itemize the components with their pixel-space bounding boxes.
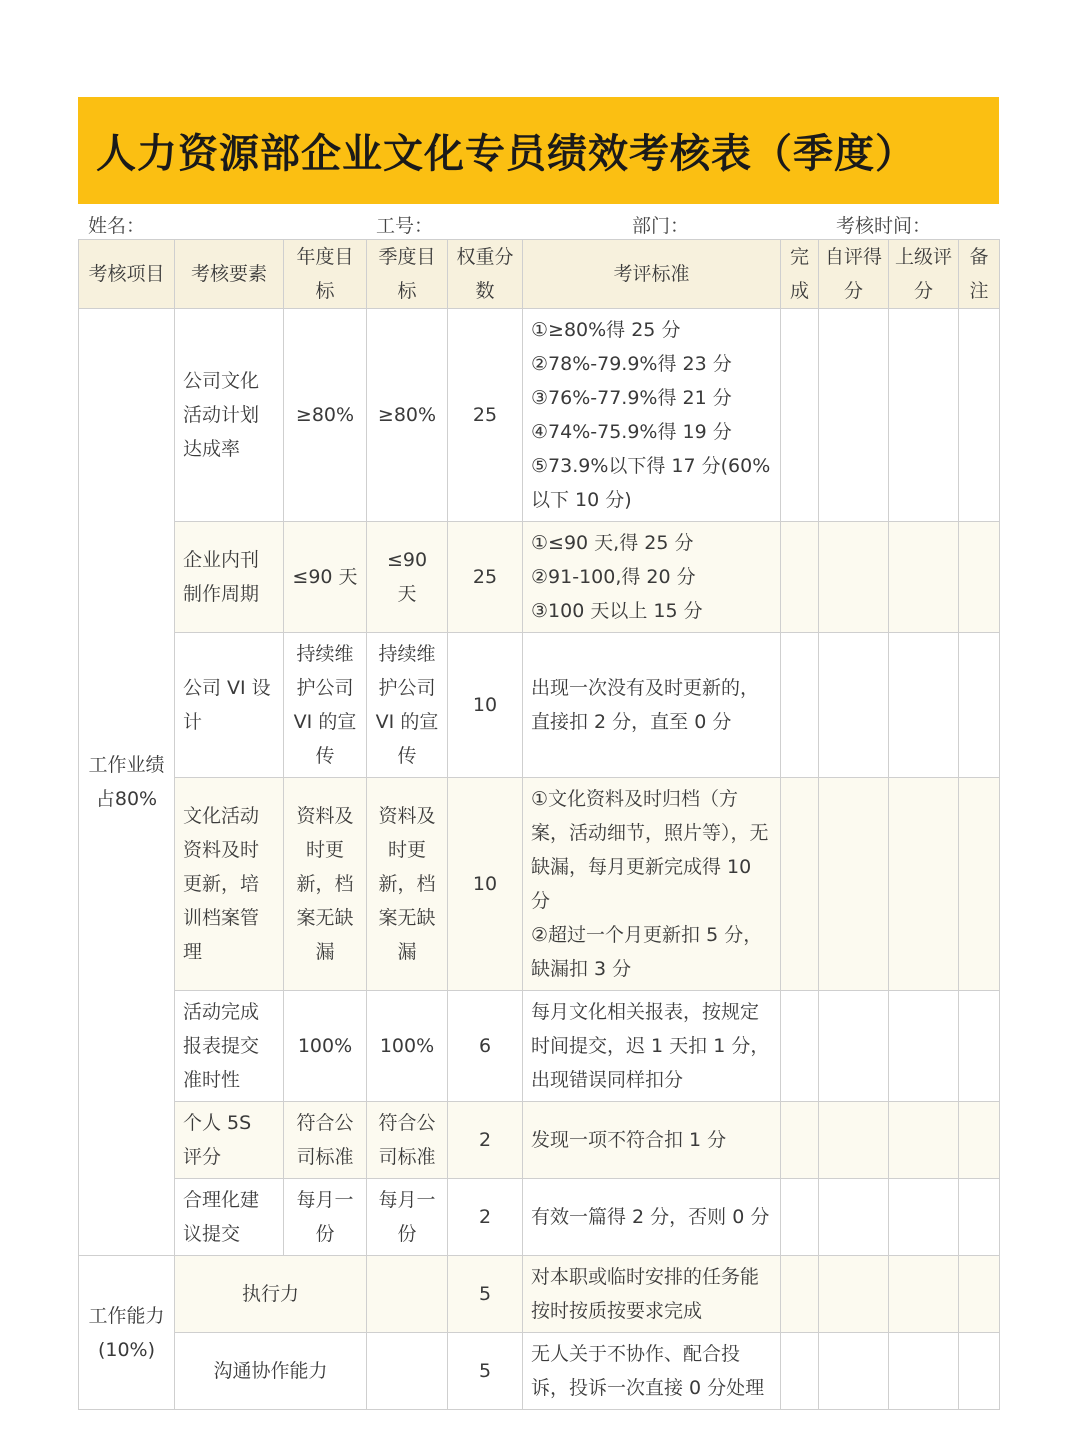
row-annual: ≤90 天 [284, 522, 367, 633]
superior-score-cell[interactable] [889, 1256, 959, 1333]
row-weight: 25 [448, 309, 523, 522]
row-weight: 25 [448, 522, 523, 633]
row-element: 活动完成报表提交准时性 [175, 991, 284, 1102]
row-annual: 每月一份 [284, 1179, 367, 1256]
evaluation-table [78, 239, 1000, 1410]
done-cell[interactable] [781, 522, 819, 633]
self-score-cell[interactable] [819, 633, 889, 778]
table-row [79, 1256, 1000, 1333]
row-annual: ≥80% [284, 309, 367, 522]
row-annual: 100% [284, 991, 367, 1102]
table-row [79, 991, 1000, 1102]
note-cell[interactable] [959, 1256, 1000, 1333]
table-row [79, 633, 1000, 778]
evaluation-form [78, 97, 999, 1410]
self-score-cell[interactable] [819, 778, 889, 991]
criteria-line: ③100 天以上 15 分 [531, 600, 703, 622]
table-row [79, 778, 1000, 991]
info-row [78, 204, 999, 239]
note-cell[interactable] [959, 633, 1000, 778]
header-annual-target: 年度目标 [284, 240, 367, 309]
header-element: 考核要素 [175, 240, 284, 309]
row-element: 合理化建议提交 [175, 1179, 284, 1256]
row-weight: 6 [448, 991, 523, 1102]
row-annual: 符合公司标准 [284, 1102, 367, 1179]
ability-element: 执行力 [175, 1256, 367, 1333]
done-cell[interactable] [781, 1102, 819, 1179]
header-item: 考核项目 [79, 240, 175, 309]
note-cell[interactable] [959, 1102, 1000, 1179]
row-quarter: 资料及时更新，档案无缺漏 [367, 778, 448, 991]
row-quarter: 每月一份 [367, 1179, 448, 1256]
self-score-cell[interactable] [819, 522, 889, 633]
criteria-line: ①≤90 天,得 25 分 [531, 532, 694, 554]
row-criteria [523, 633, 781, 778]
row-quarter: 持续维护公司 VI 的宣传 [367, 633, 448, 778]
ability-quarter [367, 1256, 448, 1333]
table-row [79, 309, 1000, 522]
table-row [79, 522, 1000, 633]
superior-score-cell[interactable] [889, 1102, 959, 1179]
header-superior-score: 上级评分 [889, 240, 959, 309]
superior-score-cell[interactable] [889, 522, 959, 633]
self-score-cell[interactable] [819, 1102, 889, 1179]
row-element: 公司文化活动计划达成率 [175, 309, 284, 522]
self-score-cell[interactable] [819, 1333, 889, 1410]
header-weight: 权重分数 [448, 240, 523, 309]
header-criteria: 考评标准 [523, 240, 781, 309]
done-cell[interactable] [781, 309, 819, 522]
self-score-cell[interactable] [819, 991, 889, 1102]
employee-id-label: 工号： [376, 215, 434, 237]
done-cell[interactable] [781, 1179, 819, 1256]
ability-weight: 5 [448, 1256, 523, 1333]
row-criteria [523, 309, 781, 522]
self-score-cell[interactable] [819, 1179, 889, 1256]
criteria-line: ①文化资料及时归档（方案，活动细节，照片等），无缺漏，每月更新完成得 10 分 [531, 788, 769, 912]
done-cell[interactable] [781, 991, 819, 1102]
name-label: 姓名： [88, 215, 146, 237]
criteria-line: 出现一次没有及时更新的，直接扣 2 分，直至 0 分 [531, 677, 760, 733]
row-criteria [523, 778, 781, 991]
self-score-cell[interactable] [819, 309, 889, 522]
row-criteria [523, 991, 781, 1102]
row-quarter: 100% [367, 991, 448, 1102]
criteria-line: ②超过一个月更新扣 5 分，缺漏扣 3 分 [531, 924, 763, 980]
done-cell[interactable] [781, 1256, 819, 1333]
row-weight: 10 [448, 778, 523, 991]
ability-quarter [367, 1333, 448, 1410]
department-label: 部门： [632, 215, 690, 237]
self-score-cell[interactable] [819, 1256, 889, 1333]
criteria-line: 有效一篇得 2 分，否则 0 分 [531, 1206, 770, 1228]
row-criteria [523, 1179, 781, 1256]
row-element: 公司 VI 设计 [175, 633, 284, 778]
title-banner [78, 97, 999, 204]
row-quarter: ≤90 天 [367, 522, 448, 633]
table-header-row [79, 240, 1000, 309]
superior-score-cell[interactable] [889, 309, 959, 522]
done-cell[interactable] [781, 1333, 819, 1410]
group-ability: 工作能力(10%) [79, 1256, 175, 1410]
note-cell[interactable] [959, 778, 1000, 991]
criteria-line: ②78%-79.9%得 23 分 [531, 353, 732, 375]
header-note: 备注 [959, 240, 1000, 309]
header-done: 完成 [781, 240, 819, 309]
criteria-line: ⑤73.9%以下得 17 分(60%以下 10 分) [531, 455, 771, 511]
header-self-score: 自评得分 [819, 240, 889, 309]
review-time-label: 考核时间： [836, 215, 932, 237]
row-element: 企业内刊制作周期 [175, 522, 284, 633]
criteria-line: 每月文化相关报表，按规定时间提交，迟 1 天扣 1 分，出现错误同样扣分 [531, 1001, 770, 1091]
group-performance: 工作业绩占80% [79, 309, 175, 1256]
page-title: 人力资源部企业文化专员绩效考核表（季度） [96, 130, 916, 177]
superior-score-cell[interactable] [889, 778, 959, 991]
header-quarter-target: 季度目标 [367, 240, 448, 309]
superior-score-cell[interactable] [889, 1333, 959, 1410]
ability-element: 沟通协作能力 [175, 1333, 367, 1410]
table-row [79, 1102, 1000, 1179]
ability-weight: 5 [448, 1333, 523, 1410]
criteria-line: ①≥80%得 25 分 [531, 319, 681, 341]
row-weight: 2 [448, 1179, 523, 1256]
criteria-line: 发现一项不符合扣 1 分 [531, 1129, 727, 1151]
note-cell[interactable] [959, 1179, 1000, 1256]
note-cell[interactable] [959, 309, 1000, 522]
note-cell[interactable] [959, 1333, 1000, 1410]
note-cell[interactable] [959, 522, 1000, 633]
row-annual: 资料及时更新，档案无缺漏 [284, 778, 367, 991]
criteria-line: ②91-100,得 20 分 [531, 566, 696, 588]
row-weight: 10 [448, 633, 523, 778]
superior-score-cell[interactable] [889, 991, 959, 1102]
table-row [79, 1179, 1000, 1256]
table-row [79, 1333, 1000, 1410]
criteria-line: ④74%-75.9%得 19 分 [531, 421, 732, 443]
row-criteria [523, 522, 781, 633]
row-criteria [523, 1102, 781, 1179]
row-quarter: 符合公司标准 [367, 1102, 448, 1179]
done-cell[interactable] [781, 778, 819, 991]
superior-score-cell[interactable] [889, 1179, 959, 1256]
ability-criteria: 无人关于不协作、配合投诉，投诉一次直接 0 分处理 [523, 1333, 781, 1410]
row-element: 文化活动资料及时更新，培训档案管理 [175, 778, 284, 991]
row-element: 个人 5S 评分 [175, 1102, 284, 1179]
note-cell[interactable] [959, 991, 1000, 1102]
criteria-line: ③76%-77.9%得 21 分 [531, 387, 732, 409]
ability-criteria: 对本职或临时安排的任务能按时按质按要求完成 [523, 1256, 781, 1333]
row-annual: 持续维护公司 VI 的宣传 [284, 633, 367, 778]
done-cell[interactable] [781, 633, 819, 778]
row-quarter: ≥80% [367, 309, 448, 522]
superior-score-cell[interactable] [889, 633, 959, 778]
row-weight: 2 [448, 1102, 523, 1179]
